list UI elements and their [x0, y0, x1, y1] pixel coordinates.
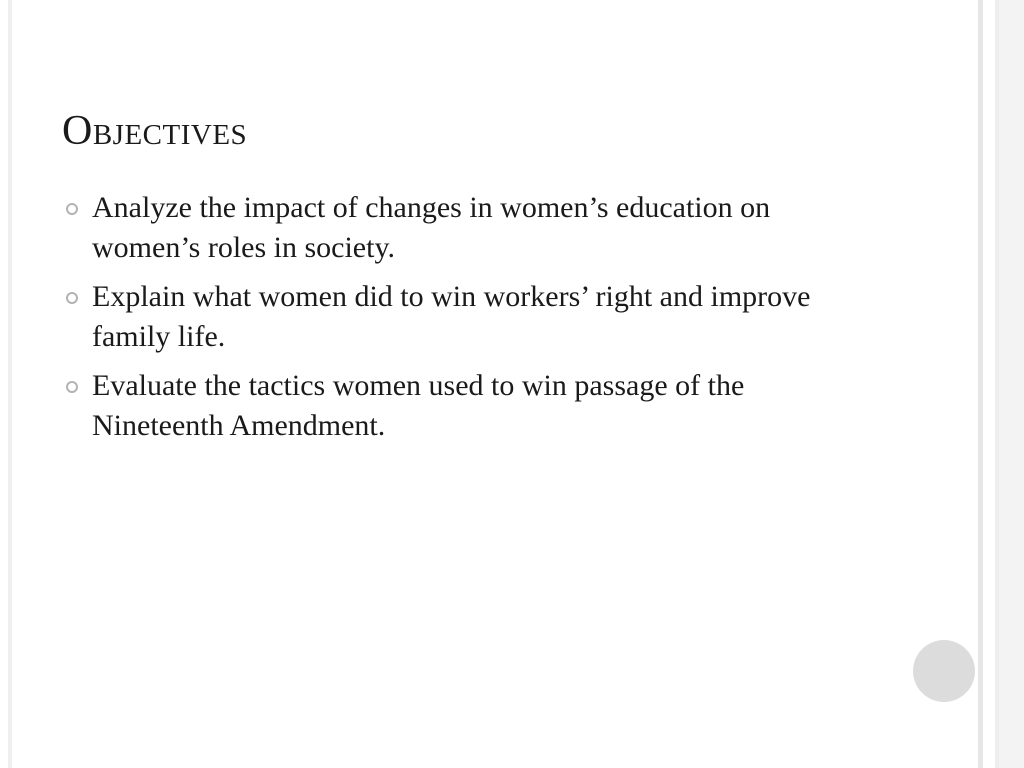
- right-decorative-stripes: [978, 0, 1024, 768]
- nav-circle-button[interactable]: [913, 640, 975, 702]
- objective-text: Evaluate the tactics women used to win passage of the Nineteenth Amendment.: [92, 369, 745, 442]
- list-item: [62, 188, 882, 268]
- bullet-icon: [66, 381, 78, 393]
- list-item: [62, 366, 882, 446]
- objective-text: Analyze the impact of changes in women’s education on women’s roles in society.: [92, 191, 771, 264]
- bullet-icon: [66, 292, 78, 304]
- bullet-icon: [66, 203, 78, 215]
- objective-text: Explain what women did to win workers’ right and improve family life.: [92, 280, 811, 353]
- list-item: [62, 277, 882, 357]
- stripe: [999, 0, 1024, 768]
- stripe: [983, 0, 995, 768]
- slide-title: Objectives: [62, 108, 248, 154]
- objectives-list: [62, 188, 882, 455]
- left-border-line: [8, 0, 12, 768]
